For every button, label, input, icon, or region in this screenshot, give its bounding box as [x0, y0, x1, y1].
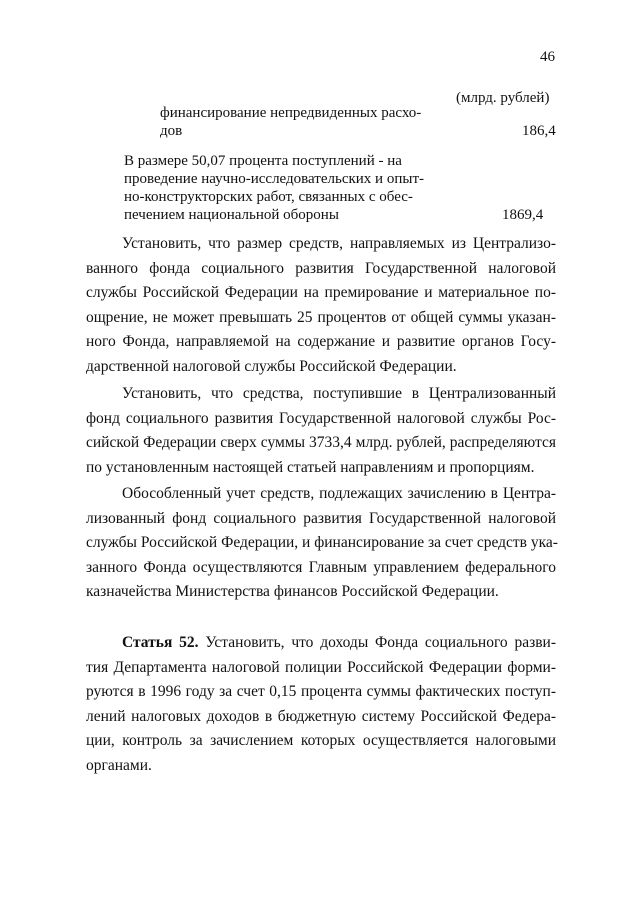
budget-item-description [124, 152, 424, 224]
paragraph-line: службы Российской Федерации на премирование и материальное по- [86, 284, 556, 301]
paragraph-line: лений налоговых доходов в бюджетную систему Российской Федера- [86, 707, 556, 725]
paragraph-line: органами. [86, 756, 152, 774]
budget-item-line: дов [160, 123, 183, 139]
paragraph-line: по установленным настоящей статьей направлениям и пропорциям. [86, 458, 535, 476]
paragraph-line: ного Фонда, направляемой на содержание и развитие органов Госу- [86, 333, 556, 350]
article-52 [86, 631, 556, 778]
budget-item-line: но-конструкторских работ, связанных с обес- [124, 189, 413, 205]
budget-item-value: 1869,4 [502, 207, 544, 223]
budget-item-line: печением национальной обороны [124, 207, 339, 223]
page-number: 46 [540, 49, 555, 65]
budget-item-line: проведение научно-исследовательских и опыт- [124, 171, 424, 187]
paragraph-line: ванного фонда социального развития Государственной налоговой [86, 259, 556, 277]
paragraph-line: фонд социального развития Государственной налоговой службы Рос- [86, 409, 556, 427]
paragraph-line: Установить, что размер средств, направляемых из Централизо- [122, 235, 556, 252]
budget-item [124, 152, 560, 224]
paragraph-line: дарственной налоговой службы Российской Федерации. [86, 357, 457, 375]
paragraph-line: Обособленный учет средств, подлежащих зачислению в Центра- [122, 485, 556, 502]
paragraph-line: Установить, что средства, поступившие в Централизованный [122, 385, 556, 402]
budget-item-description [160, 104, 421, 140]
paragraph-line: тия Департамента налоговой полиции Российской Федерации форми- [86, 658, 556, 676]
paragraph-line: ции, контроль за зачислением которых осуществляется налоговыми [86, 732, 556, 749]
paragraph-line: занного Фонда осуществляются Главным управлением федерального [86, 558, 556, 576]
budget-item-line: В размере 50,07 процента поступлений - на [124, 153, 402, 169]
budget-item-value: 186,4 [522, 123, 556, 139]
budget-item-line: финансирование непредвиденных расхо- [160, 105, 422, 121]
paragraph-line: руются в 1996 году за счет 0,15 процента суммы фактических поступ- [86, 683, 556, 700]
paragraph [86, 382, 556, 480]
paragraph-line: службы Российской Федерации, и финансирование за счет средств ука- [86, 534, 558, 551]
units-label: (млрд. рублей) [456, 90, 550, 106]
paragraph [86, 482, 556, 605]
budget-item [160, 104, 560, 140]
article-label: Статья 52. [122, 634, 199, 651]
paragraph-line: ощрение, не может превышать 25 процентов от общей суммы указан- [86, 308, 556, 326]
paragraph [86, 232, 556, 379]
article-first-line-text: Установить, что доходы Фонда социального разви- [205, 634, 557, 651]
paragraph-line: казначейства Министерства финансов Российской Федерации. [86, 583, 499, 600]
paragraph-line: сийской Федерации сверх суммы 3733,4 млрд. рублей, распределяются [86, 434, 556, 451]
paragraph-line: лизованный фонд социального развития Государственной налоговой [86, 509, 556, 527]
article-first-line [86, 631, 556, 656]
